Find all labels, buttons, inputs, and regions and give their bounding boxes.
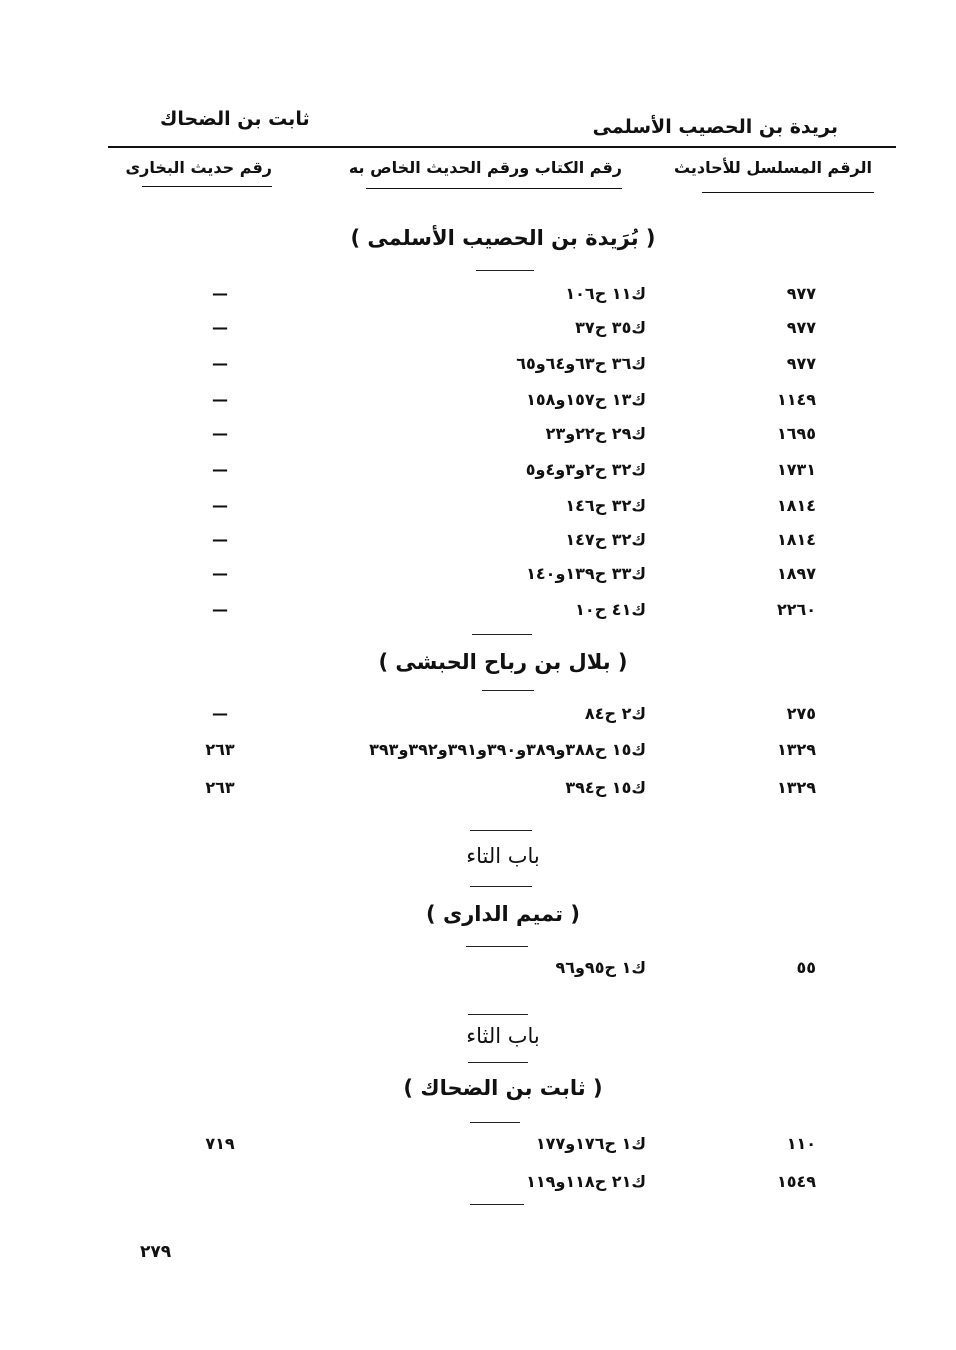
section-heading: ( ثابت بن الضحاك ) [403, 1076, 603, 1100]
book-cell: ك٣٥ ح٣٧ [575, 318, 646, 337]
serial-cell: ٩٧٧ [786, 318, 816, 337]
serial-cell: ١٧٣١ [776, 460, 816, 479]
section-rule [476, 270, 534, 271]
book-cell: ك١٣ ح١٥٧و١٥٨ [526, 390, 646, 409]
book-cell: ك٤١ ح١٠ [575, 600, 646, 619]
section-rule [470, 830, 532, 831]
book-cell: ك١ ح١٧٦و١٧٧ [535, 1134, 646, 1153]
serial-cell: ٩٧٧ [786, 354, 816, 373]
serial-cell: ١١٤٩ [776, 390, 816, 409]
table-row [0, 958, 956, 988]
column-heading-book-underline [366, 188, 622, 189]
bukhari-cell: ٢٦٣ [205, 740, 235, 759]
bukhari-cell: — [212, 460, 228, 479]
table-row [0, 704, 956, 734]
page-number: ٢٧٩ [140, 1242, 172, 1262]
serial-cell: ١١٠ [786, 1134, 816, 1153]
section-heading: ( بُرَيدة بن الحصيب الأسلمى ) [350, 226, 656, 250]
bukhari-cell: — [212, 284, 228, 303]
column-heading-serial-underline [702, 192, 874, 193]
bukhari-cell: — [212, 424, 228, 443]
section-heading: ( تميم الدارى ) [426, 902, 580, 926]
running-header-left: ثابت بن الضحاك [160, 108, 310, 130]
chapter-heading: باب الثاء [466, 1024, 540, 1048]
serial-cell: ١٥٤٩ [776, 1172, 816, 1191]
table-row [0, 284, 956, 314]
section-rule [470, 1122, 520, 1123]
bukhari-cell: — [212, 704, 228, 723]
serial-cell: ٥٥ [796, 958, 816, 977]
book-cell: ك١٥ ح٣٩٤ [565, 778, 646, 797]
section-heading: ( بلال بن رباح الحبشى ) [378, 650, 628, 674]
column-heading-bukhari-underline [142, 186, 272, 187]
column-heading-bukhari: رقم حديث البخارى [125, 158, 272, 177]
book-cell: ك٢٩ ح٢٢و٢٣ [545, 424, 646, 443]
table-row [0, 740, 956, 770]
table-row [0, 600, 956, 630]
book-cell: ك٣٢ ح٢و٣و٤و٥ [525, 460, 646, 479]
serial-cell: ٩٧٧ [786, 284, 816, 303]
table-row [0, 354, 956, 384]
section-rule [468, 1062, 528, 1063]
book-cell: ك١٥ ح٣٨٨و٣٨٩و٣٩٠و٣٩١و٣٩٢و٣٩٣ [369, 740, 646, 759]
table-row [0, 318, 956, 348]
bukhari-cell: — [212, 496, 228, 515]
serial-cell: ١٨١٤ [776, 496, 816, 515]
running-header-right: بريدة بن الحصيب الأسلمى [592, 116, 838, 138]
bukhari-cell: — [212, 564, 228, 583]
column-heading-serial: الرقم المسلسل للأحاديث [673, 158, 872, 177]
serial-cell: ٢٢٦٠ [776, 600, 816, 619]
book-cell: ك٣٢ ح١٤٦ [565, 496, 646, 515]
bukhari-cell: — [212, 354, 228, 373]
bukhari-cell: — [212, 530, 228, 549]
table-row [0, 530, 956, 560]
table-row [0, 390, 956, 420]
serial-cell: ١٨١٤ [776, 530, 816, 549]
table-row [0, 778, 956, 808]
book-cell: ك٢ ح٨٤ [584, 704, 646, 723]
book-cell: ك٣٦ ح٦٣و٦٤و٦٥ [516, 354, 646, 373]
book-cell: ك٣٣ ح١٣٩و١٤٠ [526, 564, 646, 583]
serial-cell: ١٦٩٥ [776, 424, 816, 443]
section-rule [466, 946, 528, 947]
bukhari-cell: — [212, 318, 228, 337]
section-rule [470, 886, 532, 887]
bukhari-cell: ٧١٩ [205, 1134, 235, 1153]
table-row [0, 1172, 956, 1202]
serial-cell: ٢٧٥ [786, 704, 816, 723]
table-row [0, 460, 956, 490]
table-row [0, 1134, 956, 1164]
chapter-heading: باب التاء [466, 844, 540, 868]
table-row [0, 564, 956, 594]
bukhari-cell: ٢٦٣ [205, 778, 235, 797]
serial-cell: ١٣٢٩ [776, 778, 816, 797]
section-rule [468, 1014, 528, 1015]
book-cell: ك١ ح٩٥و٩٦ [555, 958, 646, 977]
serial-cell: ١٣٢٩ [776, 740, 816, 759]
table-row [0, 496, 956, 526]
header-rule [108, 146, 896, 148]
table-row [0, 424, 956, 454]
book-cell: ك٣٢ ح١٤٧ [565, 530, 646, 549]
book-cell: ك١١ ح١٠٦ [565, 284, 646, 303]
book-cell: ك٢١ ح١١٨و١١٩ [526, 1172, 646, 1191]
bukhari-cell: — [212, 600, 228, 619]
bukhari-cell: — [212, 390, 228, 409]
section-rule [472, 634, 532, 635]
section-rule [482, 690, 534, 691]
section-rule [470, 1204, 524, 1205]
serial-cell: ١٨٩٧ [776, 564, 816, 583]
column-heading-book: رقم الكتاب ورقم الحديث الخاص به [348, 158, 622, 177]
